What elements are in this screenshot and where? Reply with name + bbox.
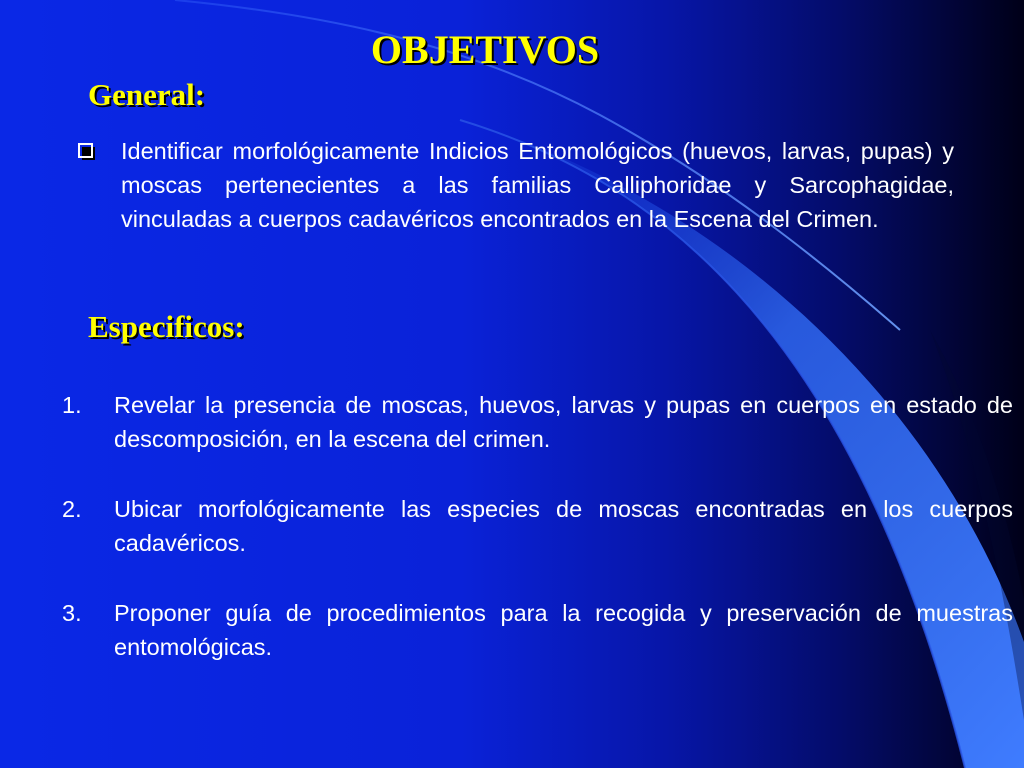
- list-item-text: Ubicar morfológicamente las especies de moscas encontradas en los cuerpos cadavéricos.: [114, 496, 1013, 556]
- list-item-text: Revelar la presencia de moscas, huevos, larvas y pupas en cuerpos en estado de descomposición, en la escena del crimen.: [114, 392, 1013, 452]
- list-item: [62, 596, 1013, 664]
- list-item-text: Proponer guía de procedimientos para la recogida y preservación de muestras entomológicas.: [114, 600, 1013, 660]
- specific-objectives-list: [62, 388, 1013, 700]
- general-heading: General:: [88, 77, 206, 112]
- list-item: [62, 492, 1013, 560]
- general-objective-text: Identificar morfológicamente Indicios Entomológicos (huevos, larvas, pupas) y moscas pertenecientes a las familias Calliphoridae y Sarcophagidae, vinculadas a cuerpos cadavéricos encontrados en la Escena del Crimen.: [121, 138, 954, 232]
- general-objective: [78, 134, 954, 236]
- list-item-number: 2.: [62, 496, 82, 522]
- specific-heading: Especificos:: [88, 309, 245, 344]
- list-item: [62, 388, 1013, 456]
- checkbox-bullet-icon: [78, 143, 96, 161]
- list-item-number: 3.: [62, 600, 82, 626]
- list-item-number: 1.: [62, 392, 82, 418]
- slide-title: OBJETIVOS: [370, 27, 600, 72]
